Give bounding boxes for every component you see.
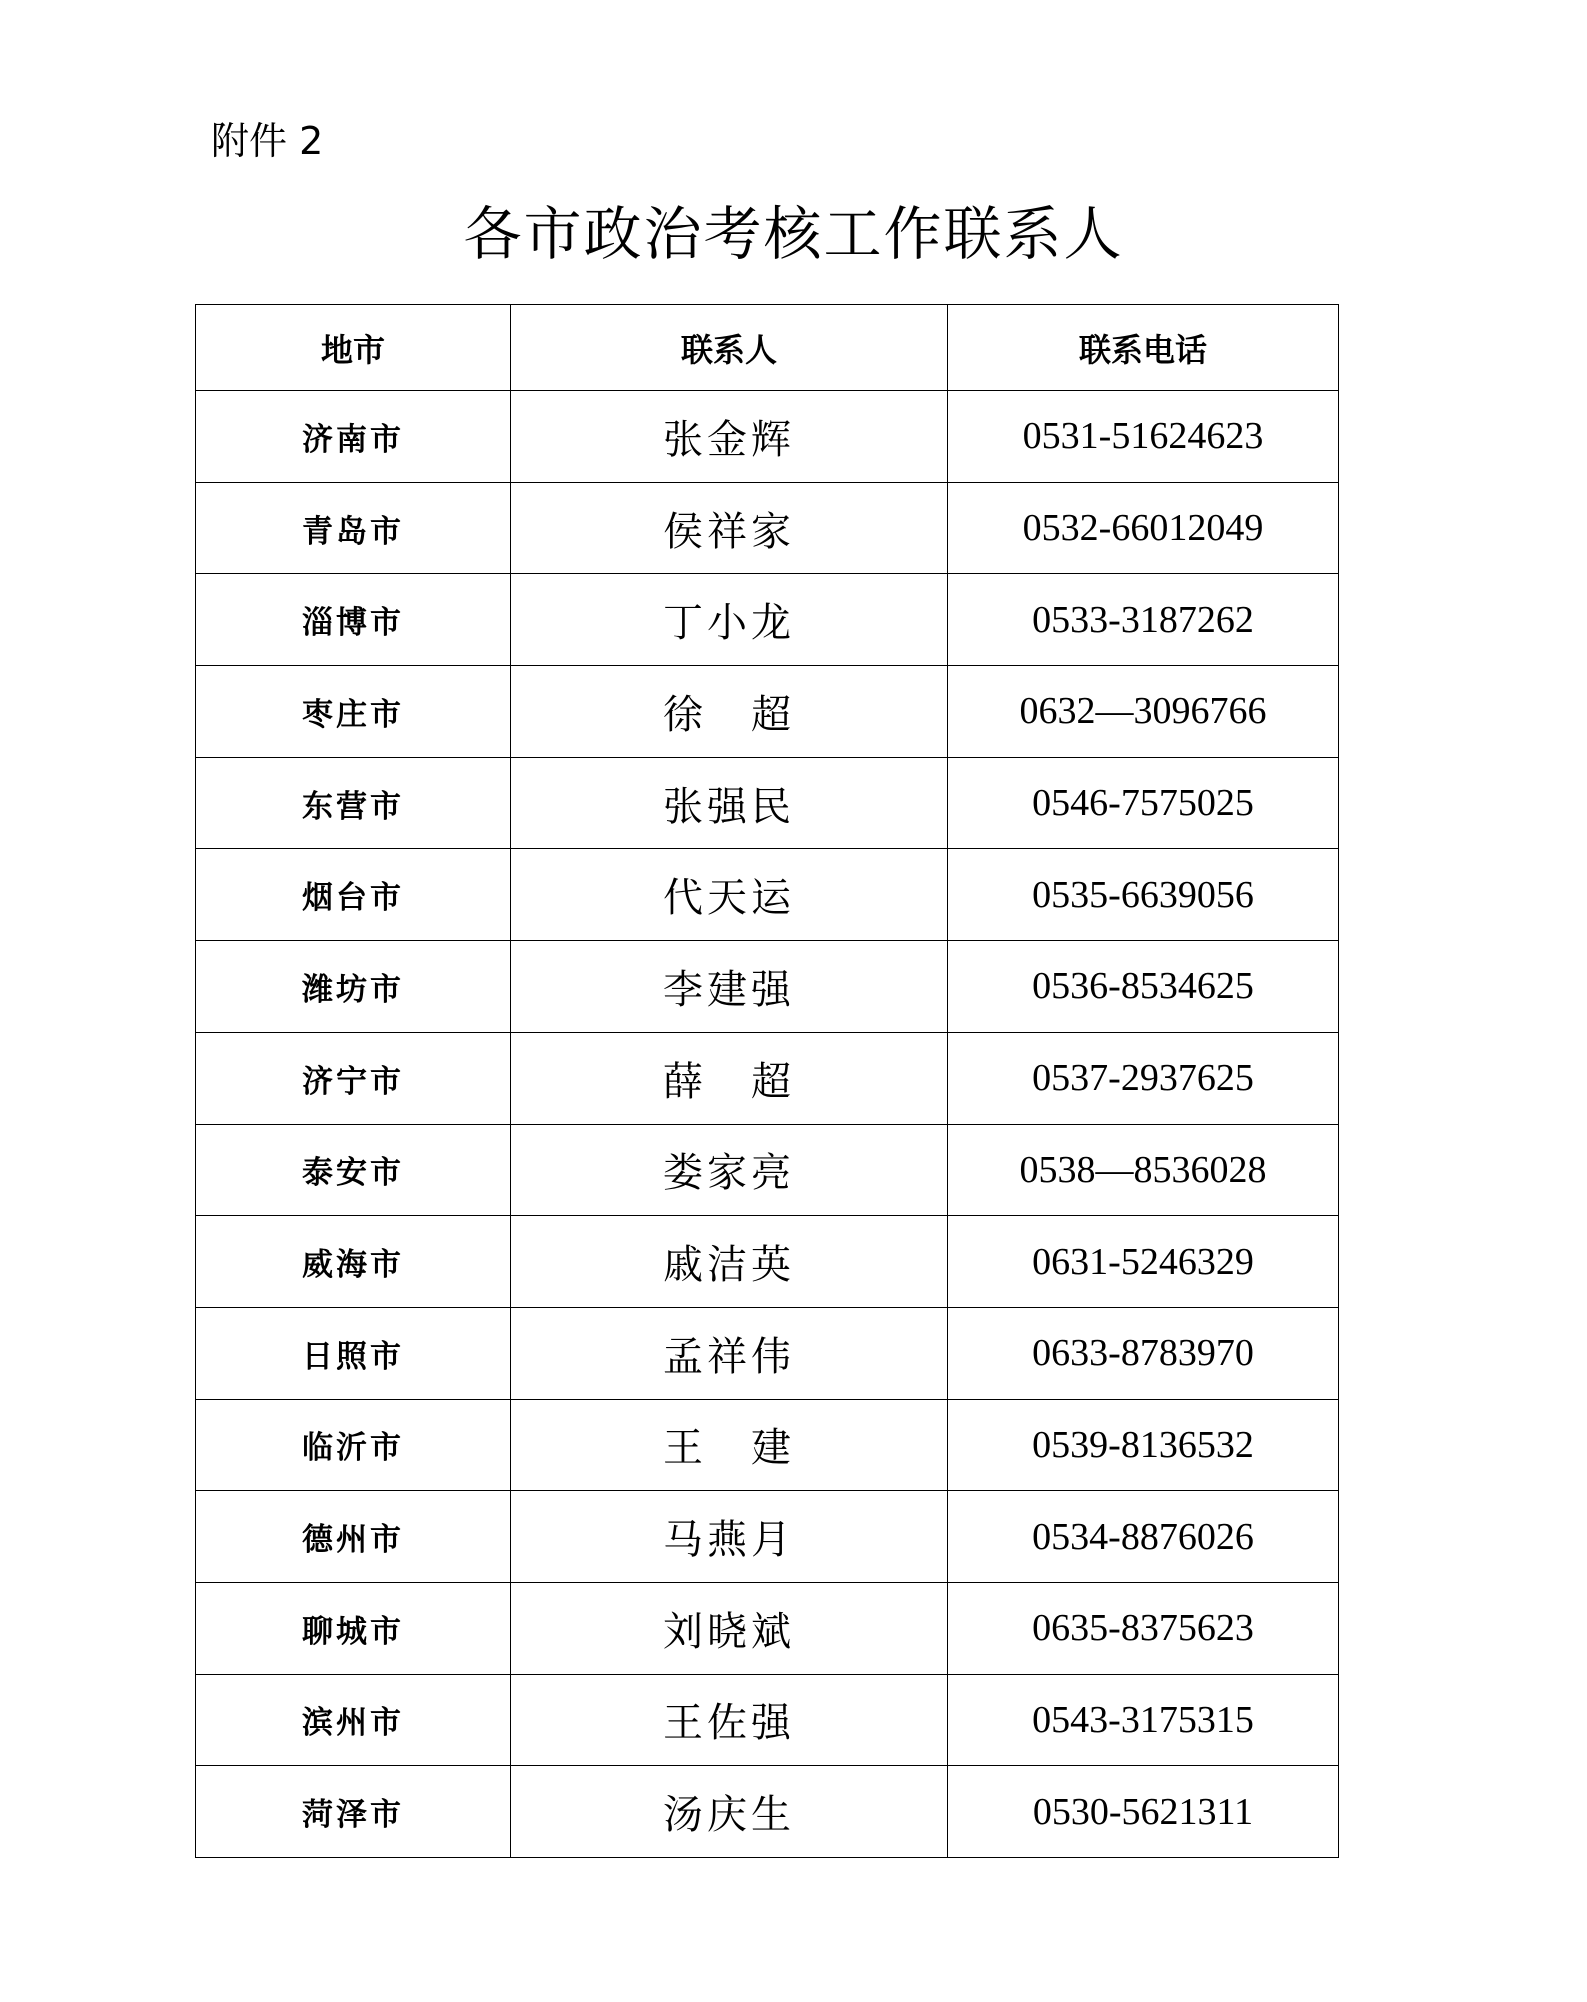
phone-cell: 0543-3175315 [948, 1674, 1339, 1766]
contact-cell: 张强民 [511, 757, 948, 849]
phone-cell: 0531-51624623 [948, 391, 1339, 483]
city-cell: 济宁市 [196, 1032, 511, 1124]
city-cell: 泰安市 [196, 1124, 511, 1216]
city-cell: 菏泽市 [196, 1766, 511, 1858]
city-cell: 东营市 [196, 757, 511, 849]
phone-cell: 0530-5621311 [948, 1766, 1339, 1858]
phone-cell: 0633-8783970 [948, 1307, 1339, 1399]
city-cell: 日照市 [196, 1307, 511, 1399]
phone-cell: 0533-3187262 [948, 574, 1339, 666]
city-cell: 聊城市 [196, 1582, 511, 1674]
table-row [196, 1766, 1339, 1858]
contact-cell: 娄家亮 [511, 1124, 948, 1216]
phone-cell: 0534-8876026 [948, 1491, 1339, 1583]
table-row [196, 1582, 1339, 1674]
contact-cell: 代天运 [511, 849, 948, 941]
phone-cell: 0535-6639056 [948, 849, 1339, 941]
contact-cell: 丁小龙 [511, 574, 948, 666]
phone-cell: 0536-8534625 [948, 941, 1339, 1033]
phone-cell: 0631-5246329 [948, 1216, 1339, 1308]
table-row [196, 849, 1339, 941]
contact-cell: 孟祥伟 [511, 1307, 948, 1399]
contact-cell: 王 建 [511, 1399, 948, 1491]
column-header-contact: 联系人 [511, 305, 948, 391]
column-header-phone: 联系电话 [948, 305, 1339, 391]
contact-cell: 戚洁英 [511, 1216, 948, 1308]
city-cell: 青岛市 [196, 482, 511, 574]
phone-cell: 0635-8375623 [948, 1582, 1339, 1674]
table-row [196, 1216, 1339, 1308]
table-row [196, 666, 1339, 758]
table-row [196, 1032, 1339, 1124]
contact-cell: 马燕月 [511, 1491, 948, 1583]
city-cell: 威海市 [196, 1216, 511, 1308]
city-cell: 滨州市 [196, 1674, 511, 1766]
document-title: 各市政治考核工作联系人 [463, 200, 1124, 268]
city-cell: 德州市 [196, 1491, 511, 1583]
city-cell: 枣庄市 [196, 666, 511, 758]
contact-cell: 张金辉 [511, 391, 948, 483]
table-row [196, 574, 1339, 666]
table-row [196, 482, 1339, 574]
contact-cell: 李建强 [511, 941, 948, 1033]
phone-cell: 0632—3096766 [948, 666, 1339, 758]
contact-cell: 侯祥家 [511, 482, 948, 574]
city-cell: 淄博市 [196, 574, 511, 666]
table-row [196, 1124, 1339, 1216]
city-cell: 临沂市 [196, 1399, 511, 1491]
city-cell: 烟台市 [196, 849, 511, 941]
phone-cell: 0532-66012049 [948, 482, 1339, 574]
city-cell: 济南市 [196, 391, 511, 483]
table-row [196, 1674, 1339, 1766]
city-cell: 潍坊市 [196, 941, 511, 1033]
contact-cell: 王佐强 [511, 1674, 948, 1766]
contact-cell: 汤庆生 [511, 1766, 948, 1858]
table-row [196, 391, 1339, 483]
phone-cell: 0539-8136532 [948, 1399, 1339, 1491]
column-header-city: 地市 [196, 305, 511, 391]
attachment-label: 附件 2 [211, 119, 324, 163]
phone-cell: 0538—8536028 [948, 1124, 1339, 1216]
table-row [196, 941, 1339, 1033]
table-header-row [196, 305, 1339, 391]
contact-cell: 薛 超 [511, 1032, 948, 1124]
contact-table [195, 304, 1339, 1858]
table-row [196, 757, 1339, 849]
table-row [196, 1491, 1339, 1583]
phone-cell: 0546-7575025 [948, 757, 1339, 849]
contact-cell: 徐 超 [511, 666, 948, 758]
table-row [196, 1307, 1339, 1399]
contact-cell: 刘晓斌 [511, 1582, 948, 1674]
table-row [196, 1399, 1339, 1491]
phone-cell: 0537-2937625 [948, 1032, 1339, 1124]
